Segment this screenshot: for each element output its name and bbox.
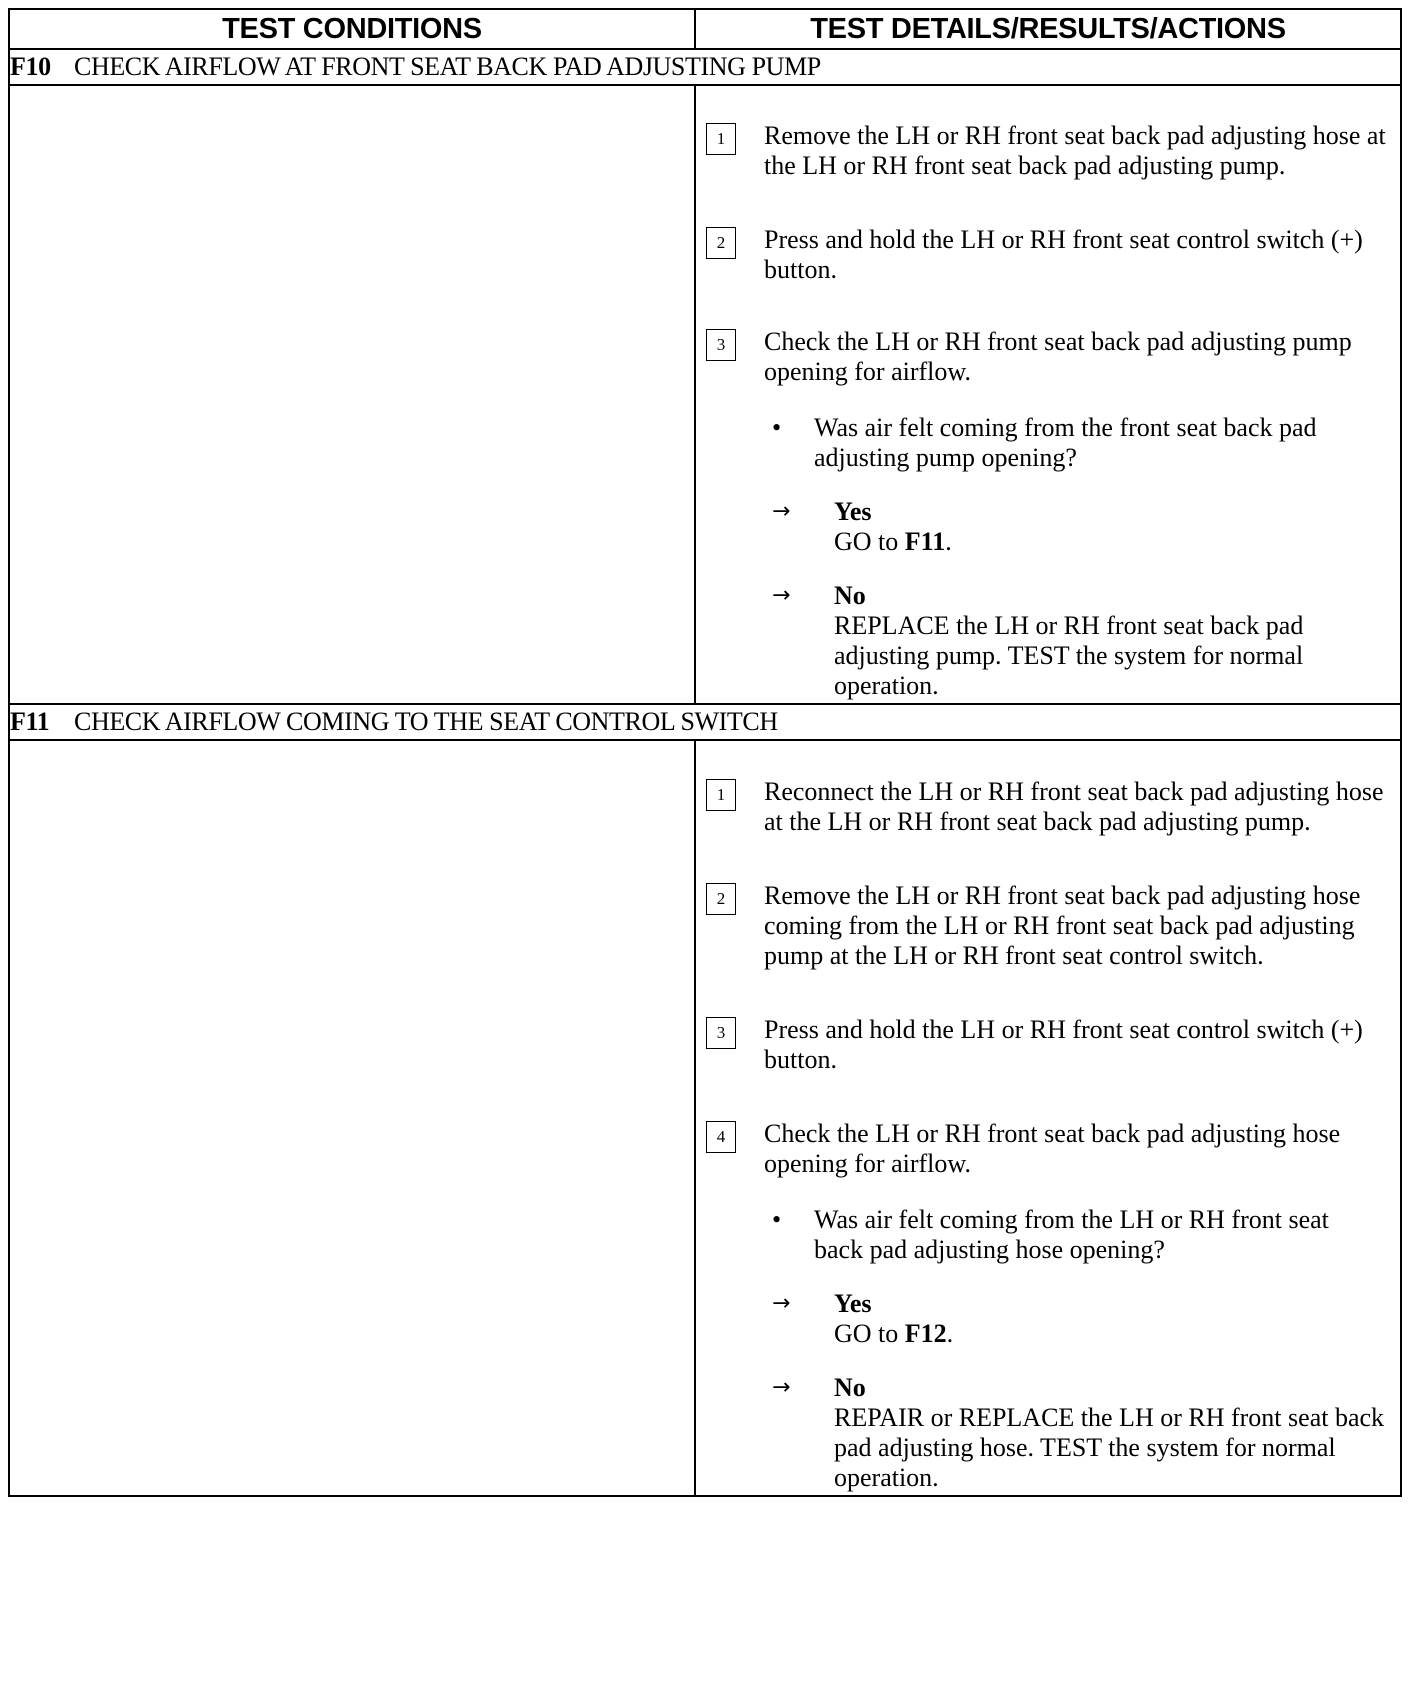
step-text: Reconnect the LH or RH front seat back pad adjusting hose at the LH or RH front seat back pad adjusting pump. (764, 777, 1384, 836)
question-text: Was air felt coming from the LH or RH front seat back pad adjusting hose opening? (814, 1205, 1329, 1264)
answer-yes (696, 1289, 1400, 1349)
step-number-box: 4 (706, 1121, 736, 1153)
go-to-reference: F11 (904, 527, 946, 556)
step-text: Press and hold the LH or RH front seat control switch (+) button. (764, 225, 1363, 284)
answer-label: No (834, 581, 866, 610)
section-row-f11 (9, 704, 1401, 740)
arrow-right-icon: → (772, 1375, 791, 1400)
step-text: Check the LH or RH front seat back pad adjusting hose opening for airflow. (764, 1119, 1341, 1178)
header-test-details: TEST DETAILS/RESULTS/ACTIONS (695, 9, 1401, 49)
question-item (696, 1205, 1400, 1265)
step-item (696, 777, 1400, 837)
step-item (696, 1119, 1400, 1179)
step-text: Check the LH or RH front seat back pad adjusting pump opening for airflow. (764, 327, 1352, 386)
answer-period: . (945, 527, 952, 556)
arrow-right-icon: → (772, 499, 791, 524)
step-number-box: 3 (706, 1017, 736, 1049)
answer-yes (696, 497, 1400, 557)
question-text: Was air felt coming from the front seat back pad adjusting pump opening? (814, 413, 1317, 472)
bullet-icon: • (772, 413, 782, 442)
step-number-box: 3 (706, 329, 736, 361)
answer-action: GO to (834, 1319, 899, 1348)
step-text: Remove the LH or RH front seat back pad adjusting hose coming from the LH or RH front seat back pad adjusting pump at the LH or RH front seat control switch. (764, 881, 1361, 970)
section-code: F10 (10, 52, 51, 81)
test-details-cell (695, 740, 1401, 1496)
section-title: CHECK AIRFLOW AT FRONT SEAT BACK PAD ADJUSTING PUMP (74, 52, 821, 81)
section-row-f10 (9, 49, 1401, 85)
step-item (696, 225, 1400, 285)
header-test-conditions: TEST CONDITIONS (9, 9, 695, 49)
step-item (696, 327, 1400, 387)
test-conditions-cell (9, 740, 695, 1496)
test-table (8, 8, 1402, 1497)
step-text: Press and hold the LH or RH front seat control switch (+) button. (764, 1015, 1363, 1074)
body-row-f10 (9, 85, 1401, 704)
answer-label: Yes (834, 497, 872, 526)
step-number-box: 2 (706, 883, 736, 915)
step-item (696, 121, 1400, 181)
go-to-reference: F12 (904, 1319, 947, 1348)
answer-action: GO to (834, 527, 899, 556)
answer-no (696, 581, 1400, 701)
answer-text (834, 1319, 1390, 1349)
answer-text: REPLACE the LH or RH front seat back pad adjusting pump. TEST the system for normal operation. (834, 611, 1304, 700)
arrow-right-icon: → (772, 583, 791, 608)
step-item (696, 1015, 1400, 1075)
question-item (696, 413, 1400, 473)
bullet-icon: • (772, 1205, 782, 1234)
step-number-box: 1 (706, 779, 736, 811)
header-row (9, 9, 1401, 49)
step-text: Remove the LH or RH front seat back pad adjusting hose at the LH or RH front seat back pad adjusting pump. (764, 121, 1386, 180)
diagnostic-page (8, 8, 1400, 1497)
section-title-f10 (9, 49, 1401, 85)
step-item (696, 881, 1400, 971)
section-title: CHECK AIRFLOW COMING TO THE SEAT CONTROL SWITCH (74, 707, 778, 736)
test-details-cell (695, 85, 1401, 704)
section-title-f11 (9, 704, 1401, 740)
answer-text (834, 527, 1390, 557)
answer-period: . (946, 1319, 954, 1348)
test-conditions-cell (9, 85, 695, 704)
step-number-box: 1 (706, 123, 736, 155)
section-code: F11 (10, 707, 50, 736)
arrow-right-icon: → (772, 1291, 791, 1316)
step-number-box: 2 (706, 227, 736, 259)
body-row-f11 (9, 740, 1401, 1496)
answer-label: Yes (834, 1289, 872, 1318)
answer-text: REPAIR or REPLACE the LH or RH front seat back pad adjusting hose. TEST the system for normal operation. (834, 1403, 1385, 1492)
answer-no (696, 1373, 1400, 1493)
answer-label: No (834, 1373, 866, 1402)
